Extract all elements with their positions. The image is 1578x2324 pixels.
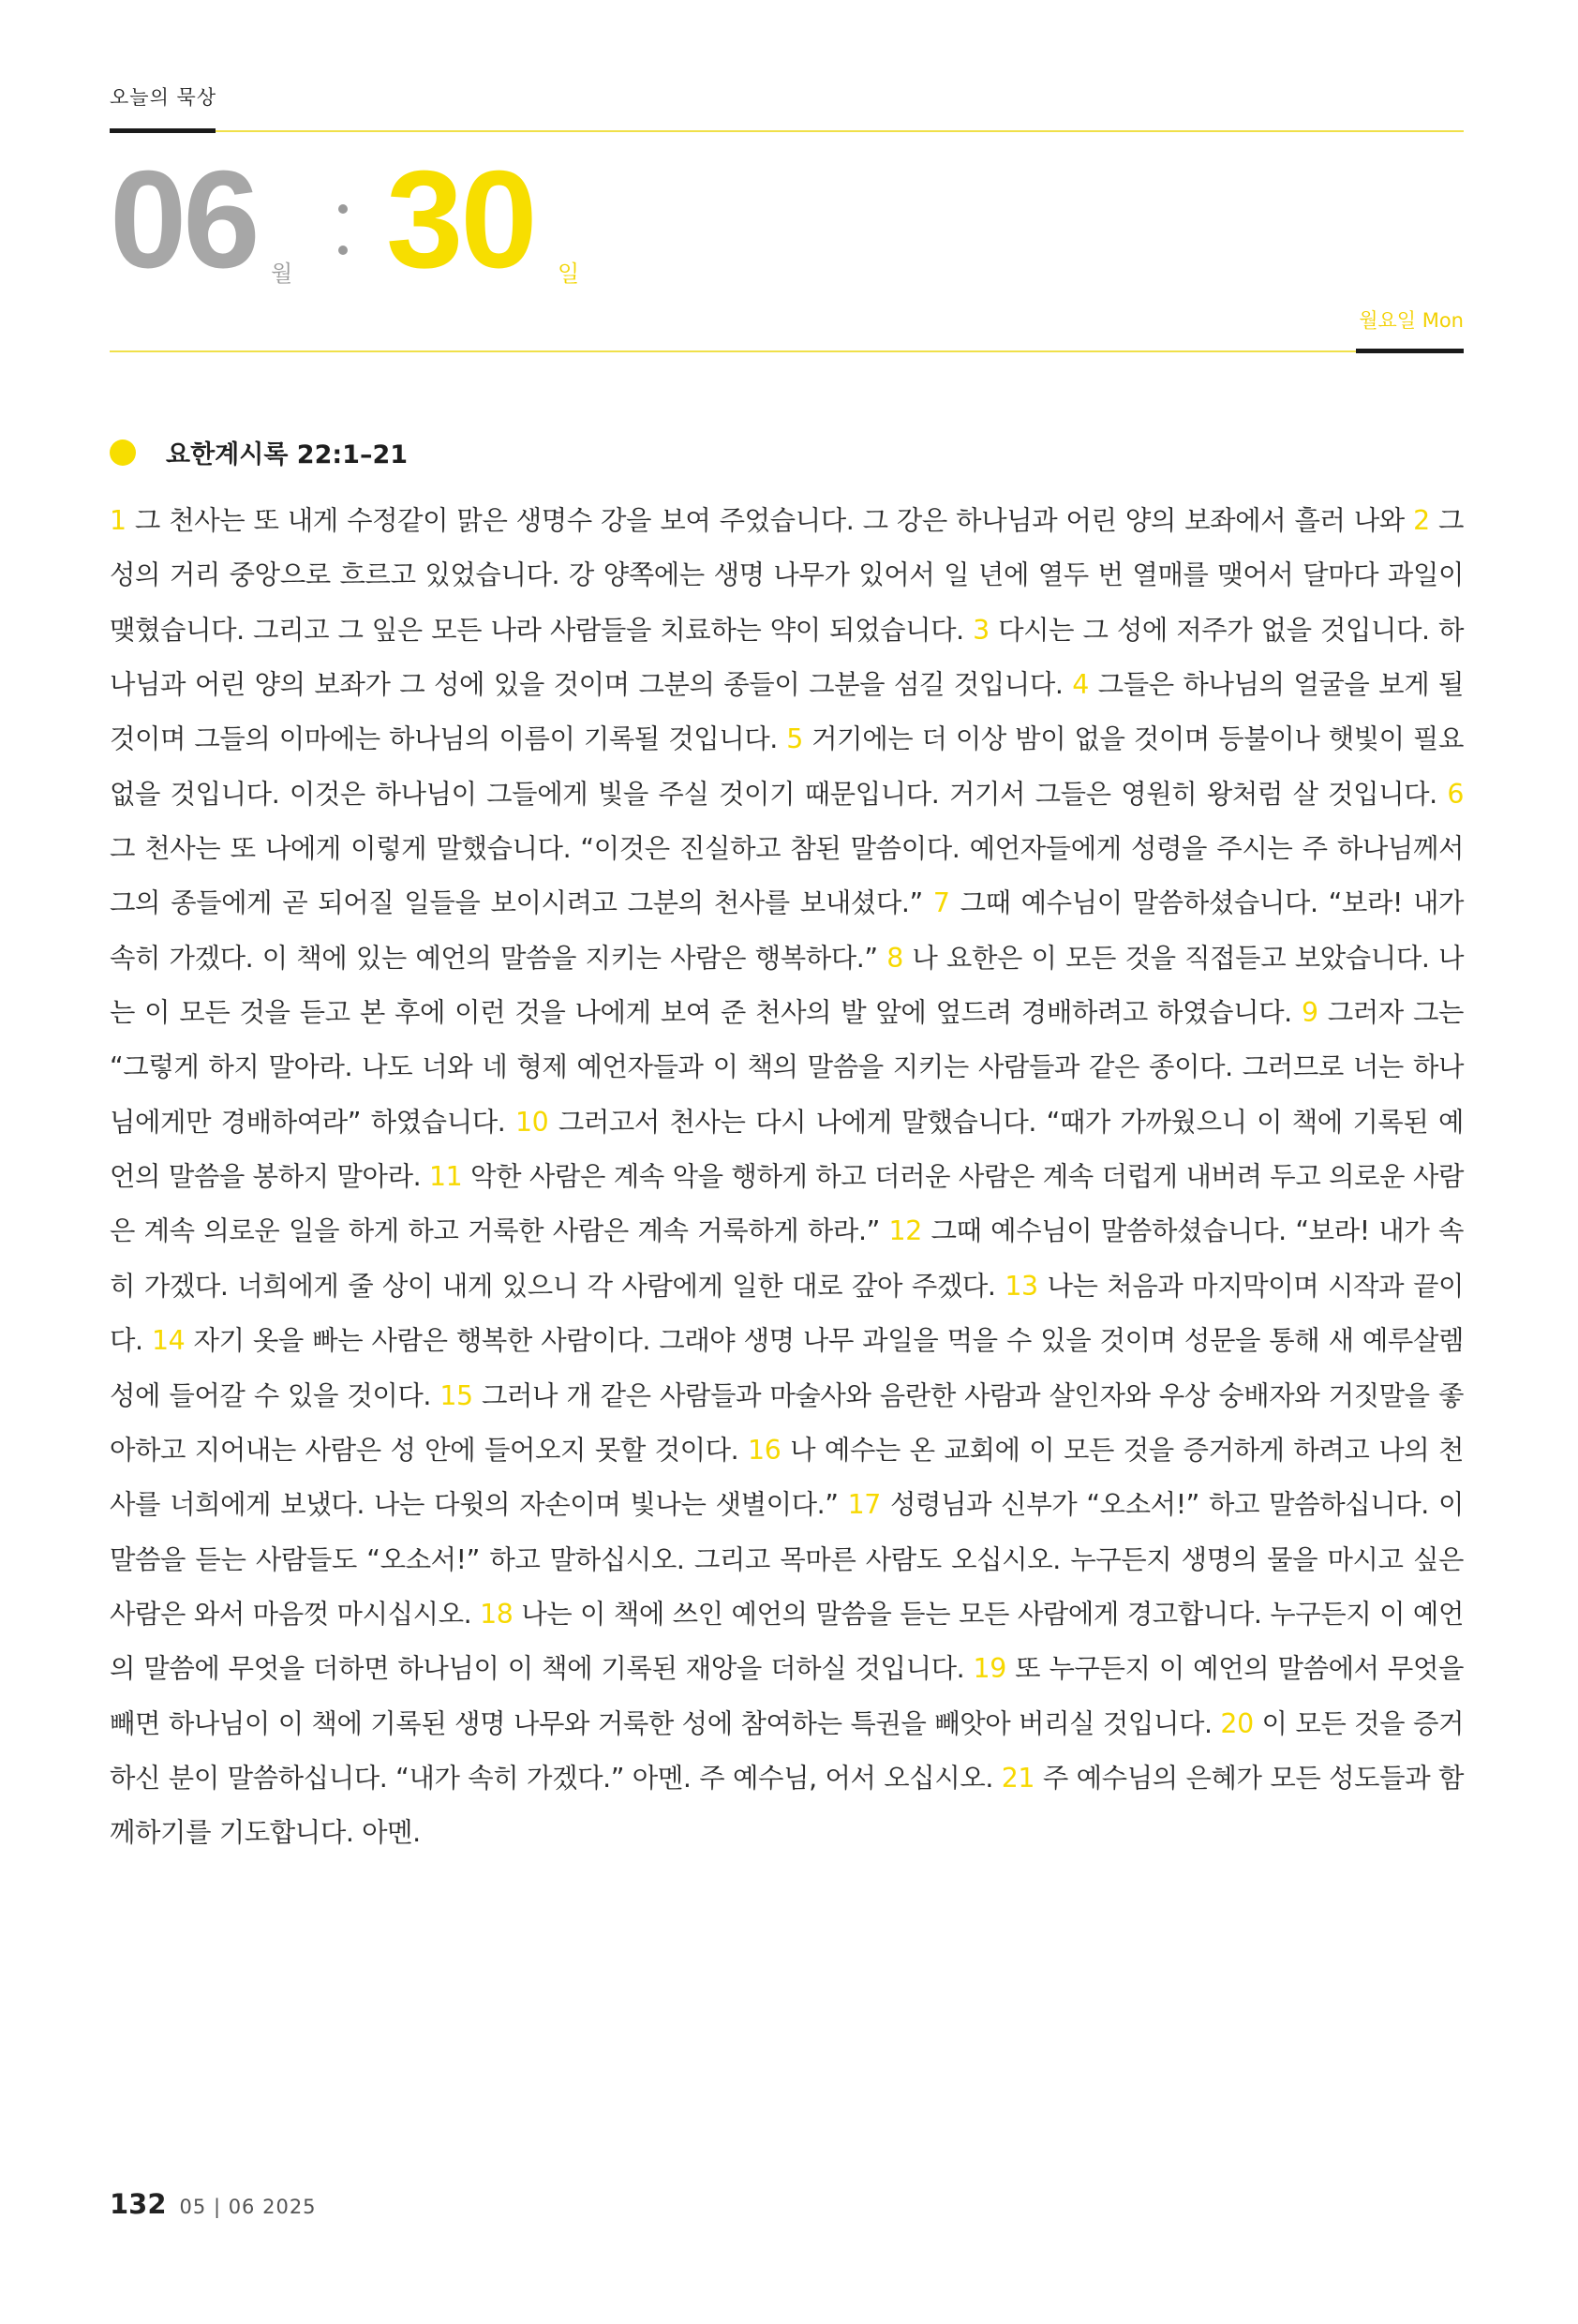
verse-text: 악한 사람은 계속 악을 행하게 하고 더러운 사람은 계속 더럽게 내버려 두고 의로운 사람은 계속 의로운 일을 하게 하고 거룩한 사람은 계속 거룩하게 하라.”: [110, 1161, 1465, 1247]
verse-text: 그때 예수님이 말씀하셨습니다. “보라! 내가 속히 가겠다. 너희에게 줄 상이 내게 있으니 각 사람에게 일한 대로 갚아 주겠다.: [110, 1215, 1465, 1302]
section-label: 오늘의 묵상: [110, 86, 217, 109]
verse-text: 그 천사는 또 내게 수정같이 맑은 생명수 강을 보여 주었습니다. 그 강은 하나님과 어린 양의 보좌에서 흘러 나와: [134, 505, 1405, 536]
top-rule: [110, 130, 1464, 132]
date-day: 30: [386, 142, 535, 297]
verse-number: 6: [1447, 778, 1464, 810]
mid-rule-accent: [1356, 349, 1464, 353]
verse-number: 13: [1005, 1270, 1038, 1302]
verse-number: 19: [973, 1653, 1006, 1685]
date-day-unit: 일: [558, 261, 580, 287]
date-colon: [335, 150, 353, 290]
verse-text: 성령님과 신부가 “오소서!” 하고 말씀하십니다. 이 말씀을 듣는 사람들도 “오소서!” 하고 말하십시오. 그리고 목마른 사람도 오십시오. 누구든지 생명의 물을 마시고 싶은 사람은 와서 마음껏 마시십시오.: [110, 1489, 1465, 1630]
verse-number: 3: [973, 614, 990, 646]
page-number: 132: [110, 2188, 167, 2220]
verse-text: 거기에는 더 이상 밤이 없을 것이며 등불이나 햇빛이 필요 없을 것입니다. 이것은 하나님이 그들에게 빛을 주실 것이기 때문입니다. 거기서 그들은 영원히 왕처럼 살 것입니다.: [110, 723, 1464, 810]
date-month: 06: [110, 142, 257, 297]
verse-number: 10: [514, 1106, 549, 1138]
verse-text: 나는 처음과 마지막이며 시작과 끝이다.: [110, 1270, 1465, 1357]
mid-rule: [110, 350, 1464, 352]
verse-text: 그 천사는 또 나에게 이렇게 말했습니다. “이것은 진실하고 참된 말씀이다. 예언자들에게 성령을 주시는 주 하나님께서 그의 종들에게 곧 되어질 일들을 보이시려고 그분의 천사를 보내셨다.”: [110, 833, 1464, 919]
verse-number: 7: [932, 887, 950, 919]
verse-text: 그러나 개 같은 사람들과 마술사와 음란한 사람과 살인자와 우상 숭배자와 거짓말을 좋아하고 지어내는 사람은 성 안에 들어오지 못할 것이다.: [110, 1379, 1465, 1466]
verse-number: 2: [1413, 505, 1430, 536]
verse-number: 18: [480, 1598, 514, 1630]
top-rule-accent: [110, 128, 216, 133]
bullet-dot-icon: [110, 439, 136, 466]
verse-number: 9: [1301, 997, 1318, 1029]
verse-text: 그러자 그는 “그렇게 하지 말아라. 나도 너와 네 형제 예언자들과 이 책의 말씀을 지키는 사람들과 같은 종이다. 그러므로 너는 하나님에게만 경배하여라” 하였습니다.: [110, 997, 1465, 1138]
verse-text: 그 성의 거리 중앙으로 흐르고 있었습니다. 강 양쪽에는 생명 나무가 있어서 일 년에 열두 번 열매를 맺어서 달마다 과일이 맺혔습니다. 그리고 그 잎은 모든 나라 사람들을 치료하는 약이 되었습니다.: [110, 505, 1465, 646]
verse-text: 다시는 그 성에 저주가 없을 것입니다. 하나님과 어린 양의 보좌가 그 성에 있을 것이며 그분의 종들이 그분을 섬길 것입니다.: [110, 614, 1465, 701]
page-footer: [110, 2188, 317, 2220]
verse-number: 17: [847, 1489, 881, 1521]
verse-text: 자기 옷을 빠는 사람은 행복한 사람이다. 그래야 생명 나무 과일을 먹을 수 있을 것이며 성문을 통해 새 예루살렘성에 들어갈 수 있을 것이다.: [110, 1325, 1465, 1411]
verse-number: 14: [151, 1325, 186, 1357]
verse-number: 21: [1001, 1762, 1035, 1794]
passage-heading: [110, 434, 408, 470]
verse-text: 그들은 하나님의 얼굴을 보게 될 것이며 그들의 이마에는 하나님의 이름이 기록될 것입니다.: [110, 669, 1465, 755]
issue-date: 05 | 06 2025: [179, 2196, 317, 2218]
verse-number: 5: [786, 723, 803, 755]
verse-number: 20: [1220, 1707, 1254, 1739]
verse-text: 주 예수님의 은혜가 모든 성도들과 함께하기를 기도합니다. 아멘.: [110, 1762, 1465, 1849]
verse-number: 12: [888, 1215, 922, 1247]
verse-text: 나는 이 책에 쓰인 예언의 말씀을 듣는 모든 사람에게 경고합니다. 누구든지 이 예언의 말씀에 무엇을 더하면 하나님이 이 책에 기록된 재앙을 더하실 것입니다.: [110, 1598, 1464, 1685]
verse-number: 4: [1072, 669, 1089, 701]
verse-number: 16: [748, 1434, 782, 1466]
scripture-text: [110, 494, 1464, 1861]
verse-text: 나 요한은 이 모든 것을 직접듣고 보았습니다. 나는 이 모든 것을 듣고 본 후에 이런 것을 나에게 보여 준 천사의 발 앞에 엎드려 경배하려고 하였습니다.: [110, 942, 1464, 1029]
verse-number: 11: [429, 1161, 463, 1193]
date-month-unit: 월: [271, 261, 293, 287]
verse-text: 또 누구든지 이 예언의 말씀에서 무엇을 빼면 하나님이 이 책에 기록된 생명 나무와 거룩한 성에 참여하는 특권을 빼앗아 버리실 것입니다.: [110, 1653, 1465, 1739]
verse-text: 그때 예수님이 말씀하셨습니다. “보라! 내가 속히 가겠다. 이 책에 있는 예언의 말씀을 지키는 사람은 행복하다.”: [110, 887, 1465, 974]
verse-text: 이 모든 것을 증거하신 분이 말씀하십니다. “내가 속히 가겠다.” 아멘. 주 예수님, 어서 오십시오.: [110, 1707, 1465, 1794]
verse-number: 1: [110, 505, 127, 536]
verse-number: 15: [439, 1379, 473, 1411]
passage-reference: 요한계시록 22:1–21: [166, 440, 409, 469]
verse-number: 8: [886, 942, 903, 974]
verse-text: 그러고서 천사는 다시 나에게 말했습니다. “때가 가까웠으니 이 책에 기록된 예언의 말씀을 봉하지 말아라.: [110, 1106, 1464, 1193]
weekday: 월요일 Mon: [1359, 309, 1464, 332]
verse-text: 나 예수는 온 교회에 이 모든 것을 증거하게 하려고 나의 천사를 너희에게 보냈다. 나는 다윗의 자손이며 빛나는 샛별이다.”: [110, 1434, 1464, 1521]
